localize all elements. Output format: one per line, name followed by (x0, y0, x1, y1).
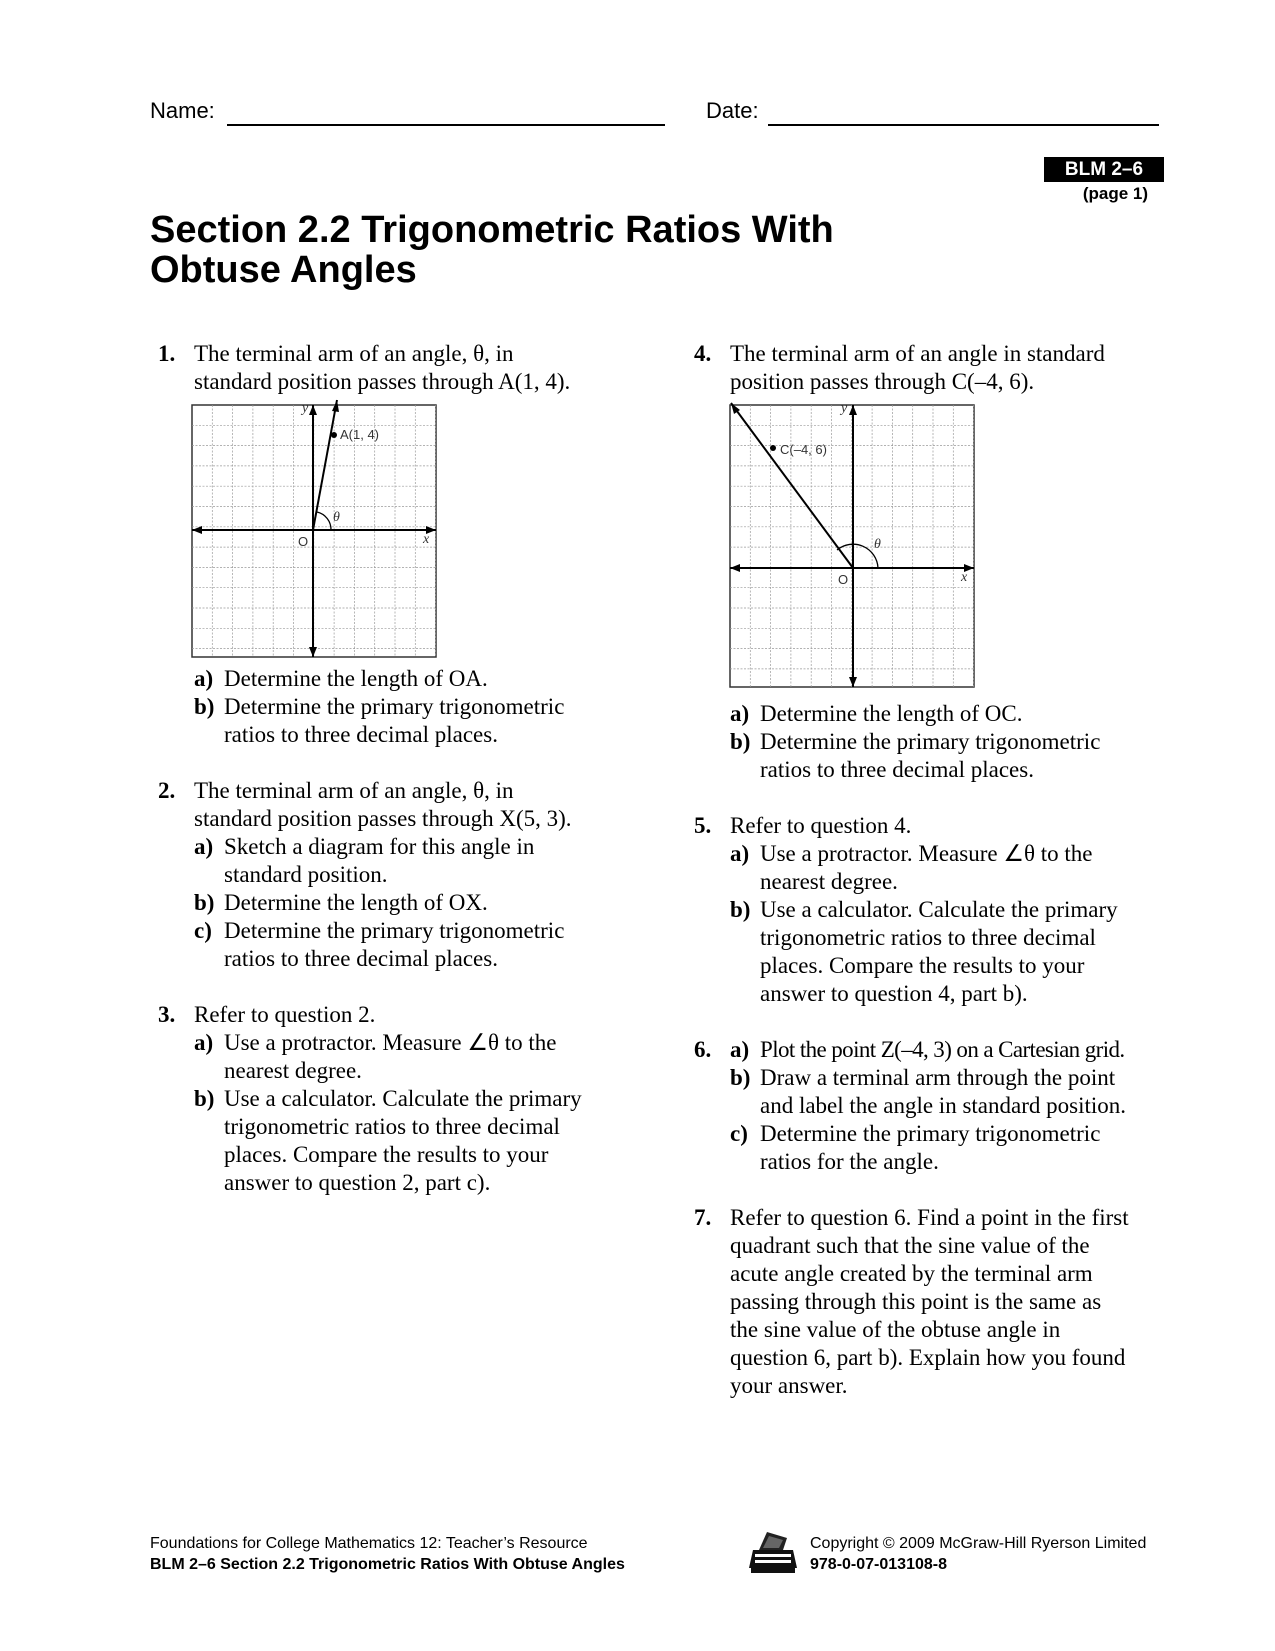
part-text: answer to question 2, part c). (224, 1170, 491, 1195)
origin-label: O (298, 534, 309, 549)
part-text: Determine the length of OA. (224, 666, 488, 691)
date-label: Date: (706, 98, 759, 123)
part-text: Use a protractor. Measure ∠θ to the (224, 1030, 557, 1055)
question-text: Refer to question 6. Find a point in the first (730, 1205, 1129, 1230)
footer-blm-title: BLM 2–6 Section 2.2 Trigonometric Ratios With Obtuse Angles (150, 1556, 625, 1573)
part-text: Use a protractor. Measure ∠θ to the (760, 841, 1093, 866)
part-text: nearest degree. (760, 869, 898, 894)
part-label: b) (730, 1065, 751, 1090)
question-number: 3. (158, 1002, 176, 1027)
part-text: ratios to three decimal places. (224, 946, 498, 971)
question-1-parts (150, 665, 620, 1197)
question-4-parts (686, 700, 1186, 1400)
question-text: acute angle created by the terminal arm (730, 1261, 1093, 1286)
part-label: a) (730, 701, 750, 726)
question-3 (150, 1001, 620, 1197)
question-text: The terminal arm of an angle in standard (730, 341, 1105, 366)
part-text: Use a calculator. Calculate the primary (224, 1086, 582, 1111)
theta-label: θ (874, 537, 881, 552)
part-text: nearest degree. (224, 1058, 362, 1083)
title-line-1: Section 2.2 Trigonometric Ratios With (150, 209, 834, 251)
question-text: Refer to question 2. (194, 1002, 376, 1027)
y-axis-label: y (302, 401, 309, 416)
graph-question-1 (190, 395, 440, 665)
question-1 (150, 340, 620, 396)
question-text: The terminal arm of an angle, θ, in (194, 778, 514, 803)
question-number: 2. (158, 778, 176, 803)
question-text: your answer. (730, 1373, 848, 1398)
publisher-logo-icon (745, 1528, 801, 1581)
part-text: Determine the primary trigonometric (224, 694, 565, 719)
title-line-2: Obtuse Angles (150, 249, 417, 291)
part-label: c) (194, 918, 212, 943)
question-number: 7. (694, 1205, 712, 1230)
question-2 (150, 777, 620, 1001)
part-text: ratios to three decimal places. (224, 722, 498, 747)
part-text: ratios to three decimal places. (760, 757, 1034, 782)
question-text: The terminal arm of an angle, θ, in (194, 341, 514, 366)
question-text: the sine value of the obtuse angle in (730, 1317, 1061, 1342)
point-label-c: C(–4, 6) (780, 442, 827, 457)
part-text: Determine the primary trigonometric (760, 1121, 1101, 1146)
origin-label: O (838, 572, 849, 587)
x-axis-label: x (423, 532, 430, 547)
footer-book-title: Foundations for College Mathematics 12: Teacher’s Resource (150, 1535, 588, 1552)
question-6 (686, 1036, 1186, 1204)
part-text: Determine the length of OX. (224, 890, 488, 915)
graph-question-4 (728, 395, 978, 695)
question-number: 1. (158, 341, 176, 366)
part-text: and label the angle in standard position. (760, 1093, 1126, 1118)
question-text: standard position passes through X(5, 3). (194, 806, 572, 831)
part-text: Plot the point Z(–4, 3) on a Cartesian grid. (760, 1037, 1125, 1062)
question-number: 6. (694, 1037, 712, 1062)
question-number: 5. (694, 813, 712, 838)
part-text: trigonometric ratios to three decimal (224, 1114, 560, 1139)
part-text: places. Compare the results to your (224, 1142, 549, 1167)
part-text: answer to question 4, part b). (760, 981, 1028, 1006)
question-text: standard position passes through A(1, 4). (194, 369, 571, 394)
question-7 (686, 1204, 1186, 1400)
question-text: quadrant such that the sine value of the (730, 1233, 1090, 1258)
part-label: a) (730, 1037, 750, 1062)
part-text: Use a calculator. Calculate the primary (760, 897, 1118, 922)
question-text: Refer to question 4. (730, 813, 912, 838)
blm-badge: BLM 2–6 (1044, 157, 1164, 182)
part-label: c) (730, 1121, 748, 1146)
question-text: question 6, part b). Explain how you found (730, 1345, 1126, 1370)
part-label: a) (194, 666, 214, 691)
footer-right (810, 1533, 1146, 1575)
question-text: passing through this point is the same as (730, 1289, 1102, 1314)
y-axis-label: y (841, 401, 848, 416)
x-axis-label: x (961, 570, 968, 585)
part-label: b) (194, 694, 215, 719)
question-text: position passes through C(–4, 6). (730, 369, 1035, 394)
name-label: Name: (150, 98, 215, 123)
part-text: Determine the length of OC. (760, 701, 1023, 726)
part-label: b) (194, 890, 215, 915)
question-5 (686, 812, 1186, 1036)
footer-left (150, 1533, 625, 1575)
point-label-a: A(1, 4) (340, 427, 380, 442)
part-text: places. Compare the results to your (760, 953, 1085, 978)
theta-label: θ (333, 510, 340, 525)
part-label: a) (194, 1030, 214, 1055)
part-text: Draw a terminal arm through the point (760, 1065, 1116, 1090)
name-blank-line[interactable] (227, 124, 665, 126)
footer-copyright: Copyright © 2009 McGraw-Hill Ryerson Limited (810, 1535, 1147, 1552)
question-number: 4. (694, 341, 712, 366)
part-text: Determine the primary trigonometric (760, 729, 1101, 754)
part-label: b) (730, 897, 751, 922)
part-label: a) (730, 841, 750, 866)
part-text: Determine the primary trigonometric (224, 918, 565, 943)
part-label: a) (194, 834, 214, 859)
part-text: ratios for the angle. (760, 1149, 939, 1174)
page-number: (page 1) (1082, 184, 1148, 203)
part-text: trigonometric ratios to three decimal (760, 925, 1096, 950)
part-label: b) (194, 1086, 215, 1111)
footer-isbn: 978-0-07-013108-8 (810, 1556, 947, 1573)
part-text: Sketch a diagram for this angle in (224, 834, 535, 859)
part-label: b) (730, 729, 751, 754)
part-text: standard position. (224, 862, 388, 887)
question-4 (686, 340, 1176, 396)
date-blank-line[interactable] (768, 124, 1159, 126)
page-title (150, 210, 950, 290)
